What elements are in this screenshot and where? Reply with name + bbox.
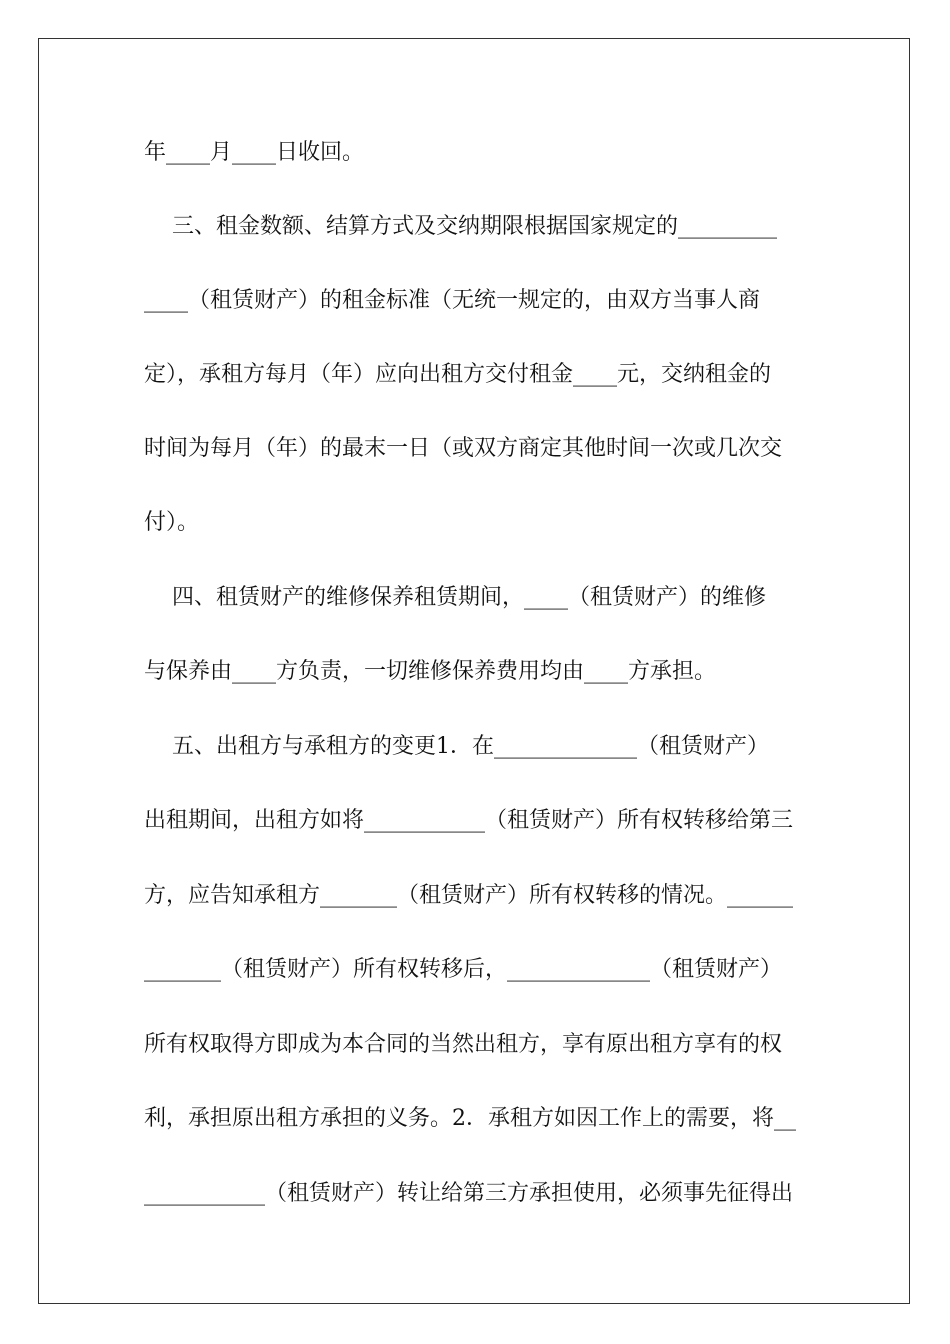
text-line: ___________（租赁财产）转让给第三方承担使用，必须事先征得出	[144, 1181, 794, 1206]
text-line: 定），承租方每月（年）应向出租方交付租金____元，交纳租金的	[144, 362, 772, 387]
text-line: 与保养由____方负责，一切维修保养费用均由____方承担。	[144, 659, 717, 684]
text-line: 付）。	[144, 510, 200, 535]
text-line: 五、出租方与承租方的变更1．在_____________（租赁财产）	[144, 734, 769, 759]
text-line: 利，承担原出租方承担的义务。2．承租方如因工作上的需要，将__	[144, 1106, 796, 1131]
text-line: _______（租赁财产）所有权转移后，_____________（租赁财产）	[144, 957, 783, 982]
text-line: ____（租赁财产）的租金标准（无统一规定的，由双方当事人商	[144, 288, 761, 313]
text-line: 时间为每月（年）的最末一日（或双方商定其他时间一次或几次交	[144, 436, 783, 461]
text-line: 年____月____日收回。	[144, 140, 365, 165]
text-line: 四、租赁财产的维修保养租赁期间，____（租赁财产）的维修	[144, 585, 766, 610]
text-line: 三、租金数额、结算方式及交纳期限根据国家规定的_________	[144, 214, 777, 239]
text-line: 方，应告知承租方_______（租赁财产）所有权转移的情况。______	[144, 883, 794, 908]
text-line: 所有权取得方即成为本合同的当然出租方，享有原出租方享有的权	[144, 1032, 783, 1057]
text-line: 出租期间，出租方如将___________（租赁财产）所有权转移给第三	[144, 808, 794, 833]
